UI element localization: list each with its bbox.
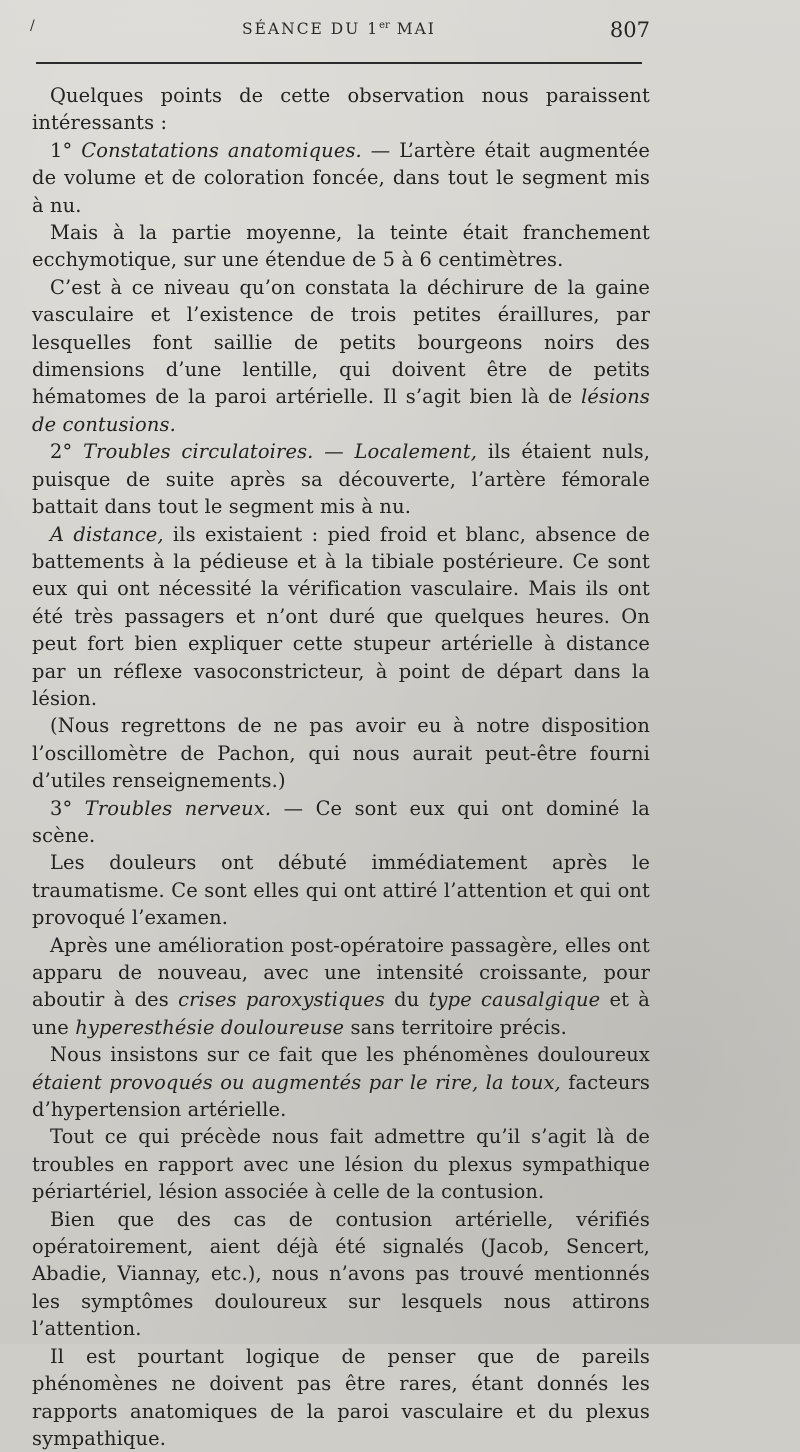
page-header [30, 18, 650, 48]
text-run: et à une [32, 988, 651, 1039]
italic-text: Troubles circulatoires. [83, 440, 314, 464]
text-run: — [313, 440, 355, 464]
text-run: du [384, 988, 429, 1012]
paragraph [32, 137, 650, 219]
text-run: Il est pourtant logique de penser que de pareils phénomènes ne doivent pas être rares, étant donnés les rapports anatomiques de la paroi vasculaire et du plexus sympathique. [32, 1344, 650, 1450]
italic-text: lésions de contusions. [32, 385, 650, 436]
body-text [32, 82, 650, 1452]
paragraph [32, 1041, 650, 1123]
italic-text: type causalgique [428, 988, 601, 1012]
text-run: ils existaient : pied froid et blanc, absence de battements à la pédieuse et à la tibiale postérieure. Ce sont eux qui ont nécessité la vérification vasculaire. Mais ils ont été très passagers et n’ont duré que quelques heures. On peut fort bien expliquer cette stupeur artérielle à distance par un réflexe vasoconstricteur, à point de départ dans la lésion. [32, 522, 650, 710]
text-run: — L’artère était augmentée de volume et de coloration foncée, dans tout le segment mis à nu. [32, 138, 650, 217]
paragraph [32, 274, 650, 438]
text-run: 1° [50, 138, 82, 162]
text-run: C’est à ce niveau qu’on constata la déchirure de la gaine vasculaire et l’existence de trois petites éraillures, par lesquelles font saillie de petits bourgeons noirs des dimensions d’une lentille, qui doivent être de petits hématomes de la paroi artérielle. Il s’agit bien là de [32, 275, 650, 409]
italic-text: Localement, [354, 440, 478, 464]
text-run: Les douleurs ont débuté immédiatement après le traumatisme. Ce sont elles qui ont attiré l’attention et qui ont provoqué l’examen. [32, 851, 650, 930]
italic-text: étaient provoqués ou augmentés par le rire, la toux, [32, 1070, 561, 1094]
italic-text: hyperesthésie douloureuse [75, 1015, 345, 1039]
text-run: Bien que des cas de contusion artérielle, vérifiés opératoirement, aient déjà été signalés (Jacob, Sencert, Abadie, Viannay, etc.), nous n’avons pas trouvé mentionnés les symptômes douloureux sur lesquels nous attirons l’attention. [32, 1207, 650, 1341]
paragraph [32, 521, 650, 713]
text-run: Quelques points de cette observation nous paraissent intéressants : [32, 84, 650, 135]
running-head-ordinal: er [379, 20, 390, 31]
text-run: (Nous regrettons de ne pas avoir eu à notre disposition l’oscillomètre de Pachon, qui nous aurait peut-être fourni d’utiles renseignements.) [32, 714, 650, 793]
text-run: facteurs d’hypertension artérielle. [32, 1070, 651, 1122]
text-run: ils étaient nuls, puisque de suite après sa découverte, l’artère fémorale battait dans tout le segment mis à nu. [32, 440, 651, 519]
paragraph [32, 1206, 650, 1343]
italic-text: Constatations anatomiques. [81, 138, 362, 162]
paragraph [32, 1123, 650, 1205]
text-run: Après une amélioration post-opératoire passagère, elles ont apparu de nouveau, avec une intensité croissante, pour aboutir à des [32, 933, 650, 1012]
paragraph [32, 438, 650, 520]
paragraph [32, 712, 650, 794]
paragraph [32, 1343, 650, 1452]
running-head-prefix: SÉANCE DU 1 [242, 20, 380, 38]
header-rule [36, 62, 642, 64]
italic-text: Troubles nerveux. [84, 796, 272, 820]
text-run: 3° [50, 796, 85, 820]
text-run: — Ce sont eux qui ont dominé la scène. [32, 796, 651, 847]
text-run: sans territoire précis. [344, 1015, 567, 1039]
text-run: Mais à la partie moyenne, la teinte était franchement ecchymotique, sur une étendue de 5 à 6 centimètres. [32, 221, 650, 272]
italic-text: A distance, [50, 522, 164, 546]
running-head-suffix: MAI [389, 20, 436, 38]
paragraph [32, 795, 650, 850]
margin-mark: / [30, 18, 35, 34]
text-run: 2° [50, 440, 84, 464]
paragraph [32, 932, 650, 1042]
text-run: Nous insistons sur ce fait que les phénomènes douloureux [50, 1043, 650, 1067]
paragraph [32, 219, 650, 274]
text-run: Tout ce qui précède nous fait admettre qu’il s’agit là de troubles en rapport avec une lésion du plexus sympathique périartériel, lésion associée à celle de la contusion. [32, 1125, 650, 1204]
italic-text: crises paroxystiques [178, 988, 385, 1012]
page-number: 807 [609, 18, 650, 42]
paragraph [32, 82, 650, 137]
running-head [242, 20, 436, 38]
paragraph [32, 849, 650, 931]
